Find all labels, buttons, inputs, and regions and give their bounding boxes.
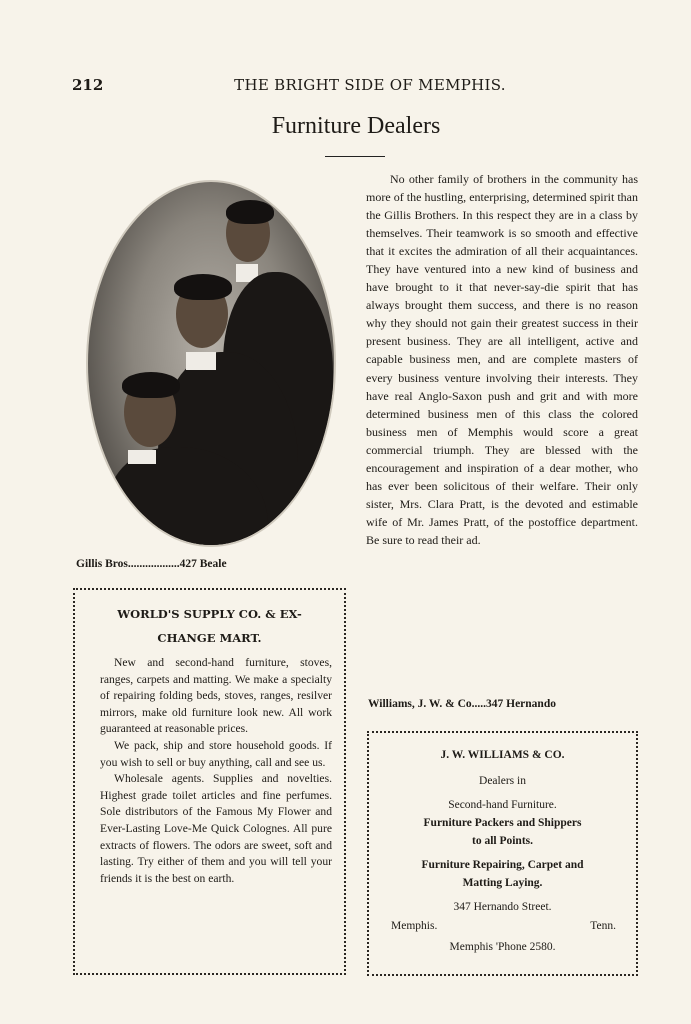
collar-middle: [186, 352, 216, 370]
williams-line3: to all Points.: [471, 835, 533, 847]
worlds-supply-ad: [73, 588, 346, 975]
running-title: THE BRIGHT SIDE OF MEMPHIS.: [234, 76, 506, 94]
article-body: No other family of brothers in the community has more of the hustling, enterprising, determined spirit than the Gillis Brothers. In this respect they are in a class by themselves. Their teamwork is so smooth and effective that it excites the admiration of all their acquaintances. They have ventured into a new kind of business and have brought to it that never-say-die spirit that has always brought them success, and there is no reason why they should not gain their greatest success in their present business. They are all intelligent, active and capable business men, and are complete masters of every business venture involving their interests. They have real Anglo-Saxon push and grit and with more determined business men of this class the colored business men of Memphis would score a great commercial triumph. They are blessed with the encouragement and inspiration of a dear mother, who has ever been solicitous of their welfare. Their only sister, Mrs. Clara Pratt, is the devoted and estimable wife of Mr. James Pratt, of the postoffice department. Be sure to read their ad.: [366, 172, 638, 547]
williams-dealers-in: Dealers in: [479, 775, 526, 787]
section-title: Furniture Dealers: [271, 113, 441, 139]
williams-line1: Second-hand Furniture.: [448, 799, 557, 811]
collar-front: [128, 450, 156, 464]
williams-ad: [367, 731, 638, 976]
williams-line4: Furniture Repairing, Carpet and: [421, 859, 584, 871]
williams-line5: Matting Laying.: [462, 877, 543, 889]
worlds-supply-para1: New and second-hand furniture, stoves, ranges, carpets and matting. We make a specialty of repairing folding beds, stoves, ranges, resilver mirrors, make old furniture look new. All work guaranteed at reasonable prices.: [100, 656, 332, 736]
title-rule: [325, 156, 385, 157]
photo-caption: Gillis Bros..................427 Beale: [76, 558, 227, 570]
worlds-supply-heading: [75, 602, 344, 650]
williams-phone: Memphis 'Phone 2580.: [449, 941, 556, 953]
hair-back: [226, 200, 274, 224]
page-number: 212: [72, 76, 104, 94]
worlds-supply-heading-line1: WORLD'S SUPPLY CO. & EX-: [117, 607, 302, 621]
hair-middle: [174, 274, 232, 300]
worlds-supply-para2: We pack, ship and store household goods. If you wish to sell or buy anything, call and see us.: [100, 738, 332, 769]
worlds-supply-body: [100, 655, 332, 887]
williams-line2: Furniture Packers and Shippers: [423, 817, 582, 829]
williams-state: Tenn.: [590, 920, 616, 932]
williams-city: Memphis.: [391, 920, 438, 932]
worlds-supply-heading-line2: CHANGE MART.: [157, 631, 262, 645]
williams-address: 347 Hernando Street.: [453, 901, 552, 913]
hair-front: [122, 372, 180, 398]
williams-listing-caption: Williams, J. W. & Co.....347 Hernando: [368, 698, 556, 710]
worlds-supply-para3: Wholesale agents. Supplies and novelties. Highest grade toilet articles and fine perfumes. Sole distributors of the Famous My Flower and Ever-Lasting Love-Me Quick Colognes. All pure extracts of flowers. The odors are sweet, soft and lasting. Try either of them and you will tell your friends it is the best on earth.: [100, 772, 332, 885]
williams-city-row: [391, 920, 616, 932]
gillis-brothers-photo: [86, 180, 336, 547]
williams-name: J. W. WILLIAMS & CO.: [440, 749, 565, 761]
